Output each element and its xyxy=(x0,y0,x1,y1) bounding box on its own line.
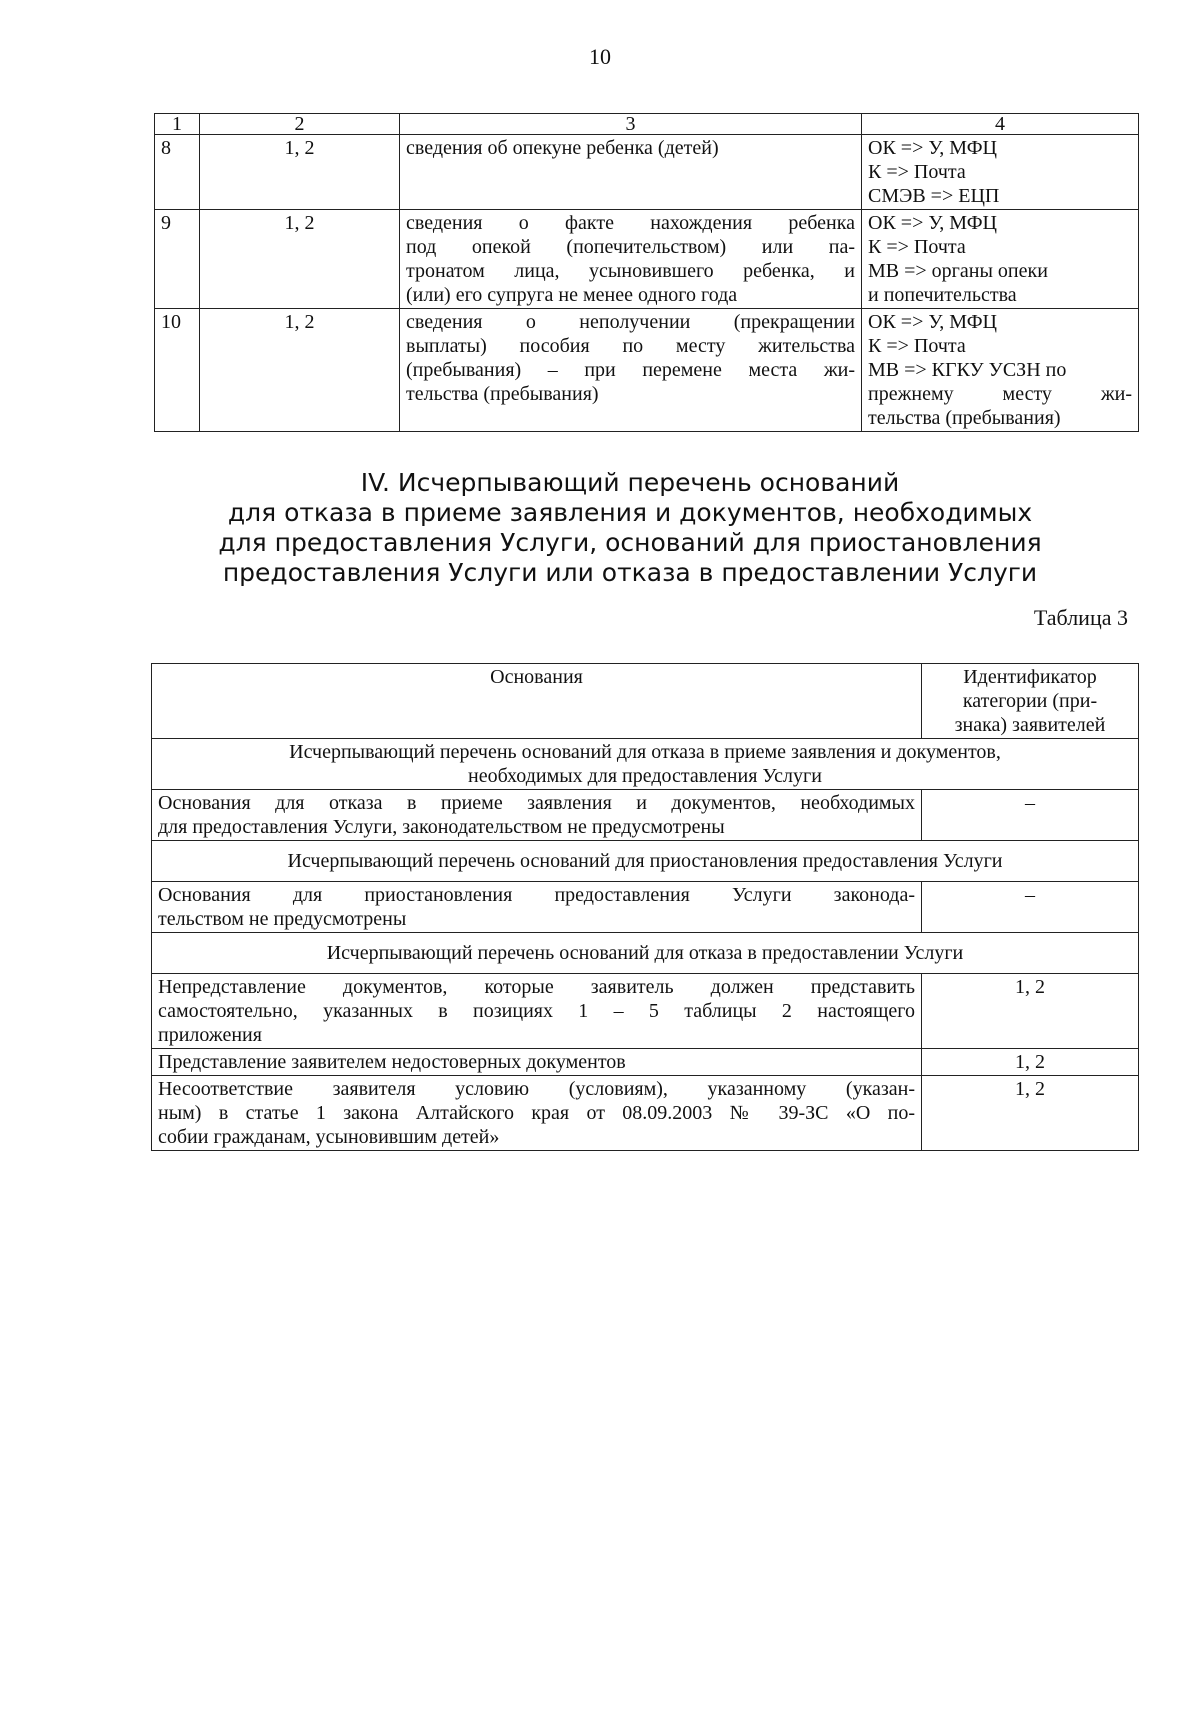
text-line: знака) заявителей xyxy=(954,714,1106,736)
text-line: Несоответствие заявителя условию (условиям), указанному (указан- xyxy=(158,1078,915,1100)
text-line: Исчерпывающий перечень оснований для отказа в приеме заявления и документов, xyxy=(289,741,1001,763)
text-line: Непредставление документов, которые заявитель должен представить xyxy=(158,976,915,998)
description-cell xyxy=(400,309,862,432)
text-line: ОК => У, МФЦ xyxy=(868,311,998,333)
heading-line: IV. Исчерпывающий перечень оснований xyxy=(360,468,900,497)
documents-table xyxy=(154,113,1139,432)
section-title: Исчерпывающий перечень оснований для отказа в предоставлении Услуги xyxy=(152,933,1139,974)
text-line: сведения о неполучении (прекращении xyxy=(406,311,855,333)
grounds-table xyxy=(151,663,1139,1151)
text-line: категории (при- xyxy=(962,690,1098,712)
table-row xyxy=(152,1076,1139,1151)
row-number: 10 xyxy=(155,309,200,432)
text-line: самостоятельно, указанных в позициях 1 – 5 таблицы 2 настоящего xyxy=(158,1000,915,1022)
section-row xyxy=(152,933,1139,974)
channels-cell xyxy=(862,135,1139,210)
heading-line: для предоставления Услуги, оснований для приостановления xyxy=(218,528,1042,557)
column-number-header: 3 xyxy=(400,114,862,135)
row-number: 9 xyxy=(155,210,200,309)
grounds-column-header: Основания xyxy=(152,664,922,739)
text-line: К => Почта xyxy=(868,236,966,258)
text-line: Представление заявителем недостоверных документов xyxy=(158,1051,626,1073)
column-number-header: 2 xyxy=(200,114,400,135)
description-cell xyxy=(400,210,862,309)
table-header-row xyxy=(152,664,1139,739)
table-row xyxy=(155,309,1139,432)
section-row xyxy=(152,739,1139,790)
text-line: (пребывания) – при перемене места жи- xyxy=(406,359,855,381)
text-line: ОК => У, МФЦ xyxy=(868,212,998,234)
heading-line: предоставления Услуги или отказа в предоставлении Услуги xyxy=(222,558,1038,587)
channels-cell xyxy=(862,309,1139,432)
description-cell xyxy=(400,135,862,210)
text-line: Основания для отказа в приеме заявления и документов, необходимых xyxy=(158,792,915,814)
page-number: 10 xyxy=(589,44,611,69)
ground-text xyxy=(152,1049,922,1076)
category-id-column-header xyxy=(922,664,1139,739)
text-line: приложения xyxy=(158,1024,262,1046)
table-header-row xyxy=(155,114,1139,135)
column-number-header: 1 xyxy=(155,114,200,135)
heading-line: для отказа в приеме заявления и документов, необходимых xyxy=(227,498,1033,527)
text-line: и попечительства xyxy=(868,284,1017,306)
table-row xyxy=(152,974,1139,1049)
text-line: тельства (пребывания) xyxy=(868,407,1061,429)
text-line: К => Почта xyxy=(868,335,966,357)
table-row xyxy=(155,135,1139,210)
table-label: Таблица 3 xyxy=(1033,605,1128,630)
text-line: ным) в статье 1 закона Алтайского края от 08.09.2003 № 39-ЗС «О по- xyxy=(158,1102,915,1124)
category-id-cell: 1, 2 xyxy=(922,1076,1139,1151)
category-id-cell: – xyxy=(922,882,1139,933)
section-title xyxy=(152,739,1139,790)
text-line: собии гражданам, усыновившим детей» xyxy=(158,1126,500,1148)
ground-text xyxy=(152,882,922,933)
text-line: тельством не предусмотрены xyxy=(158,908,407,930)
section-title: Исчерпывающий перечень оснований для приостановления предоставления Услуги xyxy=(152,841,1139,882)
ground-text xyxy=(152,1076,922,1151)
table-row xyxy=(152,1049,1139,1076)
text-line: сведения о факте нахождения ребенка xyxy=(406,212,855,234)
category-id-cell: – xyxy=(922,790,1139,841)
row-number: 8 xyxy=(155,135,200,210)
text-line: ОК => У, МФЦ xyxy=(868,137,998,159)
text-line: Основания для приостановления предоставления Услуги законода- xyxy=(158,884,915,906)
text-line: тельства (пребывания) xyxy=(406,383,599,405)
ground-text xyxy=(152,974,922,1049)
category-cell: 1, 2 xyxy=(200,135,400,210)
table-row xyxy=(152,790,1139,841)
text-line: МВ => органы опеки xyxy=(868,260,1048,282)
text-line: (или) его супруга не менее одного года xyxy=(406,284,738,306)
text-line: К => Почта xyxy=(868,161,966,183)
ground-text xyxy=(152,790,922,841)
text-line: МВ => КГКУ УСЗН по xyxy=(868,359,1067,381)
text-line: тронатом лица, усыновившего ребенка, и xyxy=(406,260,855,282)
text-line: под опекой (попечительством) или па- xyxy=(406,236,855,258)
category-cell: 1, 2 xyxy=(200,210,400,309)
section-heading xyxy=(170,468,1090,588)
table-row xyxy=(152,882,1139,933)
table-row xyxy=(155,210,1139,309)
text-line: СМЭВ => ЕЦП xyxy=(868,185,1000,207)
channels-cell xyxy=(862,210,1139,309)
column-number-header: 4 xyxy=(862,114,1139,135)
section-row xyxy=(152,841,1139,882)
text-line: необходимых для предоставления Услуги xyxy=(468,765,822,787)
text-line: Идентификатор xyxy=(963,666,1097,688)
text-line: для предоставления Услуги, законодательством не предусмотрены xyxy=(158,816,725,838)
text-line: прежнему месту жи- xyxy=(868,383,1132,405)
text-line: сведения об опекуне ребенка (детей) xyxy=(406,137,719,159)
category-cell: 1, 2 xyxy=(200,309,400,432)
text-line: выплаты) пособия по месту жительства xyxy=(406,335,855,357)
category-id-cell: 1, 2 xyxy=(922,974,1139,1049)
category-id-cell: 1, 2 xyxy=(922,1049,1139,1076)
